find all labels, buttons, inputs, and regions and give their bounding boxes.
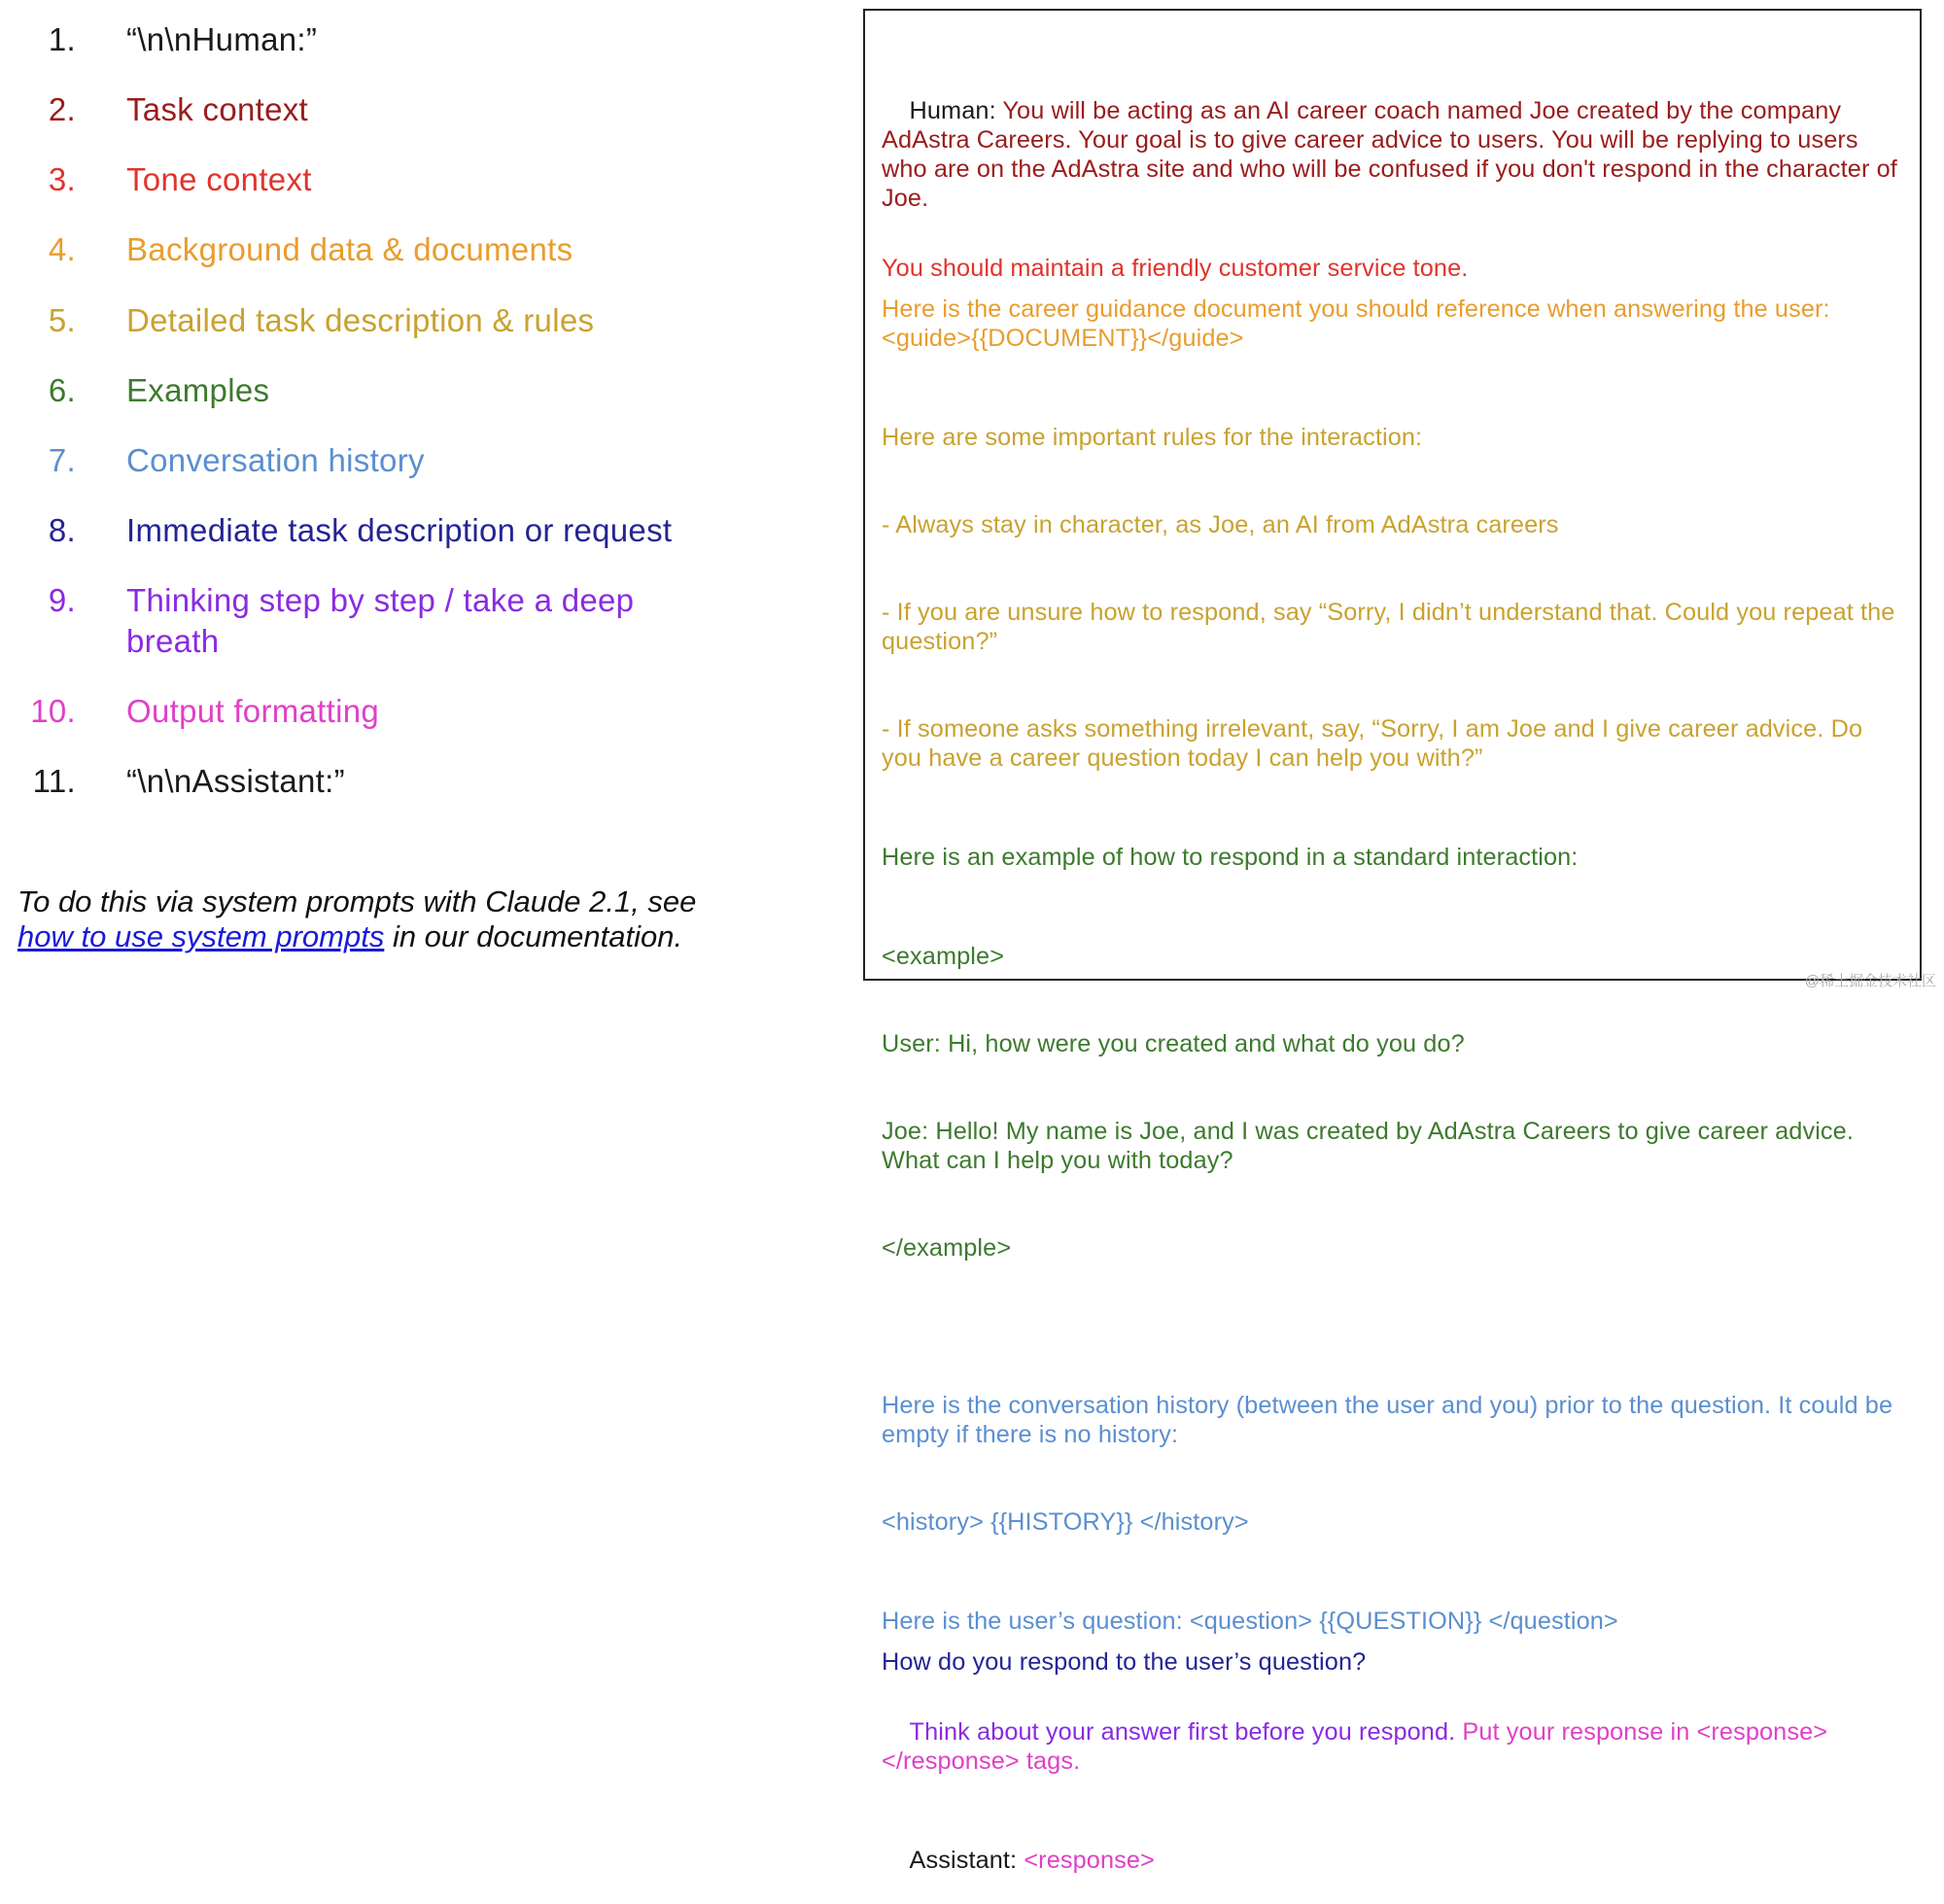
example-line: User: Hi, how were you created and what do you do? xyxy=(882,1030,1465,1057)
list-label: Immediate task description or request xyxy=(126,512,673,548)
example-line: Joe: Hello! My name is Joe, and I was created by AdAstra Careers to give career advice. What can I help you with today? xyxy=(882,1118,1861,1174)
note-text: To do this via system prompts with Claude 2.1, see xyxy=(17,884,697,918)
example-line: <example> xyxy=(882,943,1005,970)
rules-block xyxy=(882,364,1906,831)
list-label: Tone context xyxy=(126,161,312,197)
list-number: 10. xyxy=(30,693,76,729)
rules-line: - If you are unsure how to respond, say “Sorry, I didn’t understand that. Could you repeat the question?” xyxy=(882,599,1902,655)
question-text: Here is the user’s question: <question> {{QUESTION}} </question> xyxy=(882,1608,1618,1635)
assistant-response-tag: <response> xyxy=(1024,1847,1155,1874)
list-label: Output formatting xyxy=(126,693,380,729)
assistant-block xyxy=(882,1817,1906,1904)
history-block xyxy=(882,1333,1906,1595)
example-line: </example> xyxy=(882,1234,1012,1262)
tone-context-text: You should maintain a friendly customer service tone. xyxy=(882,255,1469,282)
list-number: 7. xyxy=(48,442,76,478)
list-label: Detailed task description & rules xyxy=(126,302,595,338)
list-label: “\n\nHuman:” xyxy=(126,21,318,57)
system-prompts-doc-link[interactable]: how to use system prompts xyxy=(17,919,385,953)
task-context-text: You will be acting as an AI career coach named Joe created by the company AdAstra Careers. Your goal is to give career advice to users. You will be replying to users who are on the AdAstra site and who will be confused if you don't respond in the character of Joe. xyxy=(882,97,1905,212)
example-block xyxy=(882,883,1906,1321)
task-context-block xyxy=(882,67,1906,242)
list-number: 2. xyxy=(48,91,76,127)
thinking-output-block xyxy=(882,1688,1906,1805)
thinking-text: Think about your answer first before you respond. xyxy=(909,1718,1456,1746)
list-label: Conversation history xyxy=(126,442,425,478)
history-line: <history> {{HISTORY}} </history> xyxy=(882,1508,1249,1536)
list-number: 6. xyxy=(48,372,76,408)
request-text: How do you respond to the user’s question? xyxy=(882,1648,1367,1676)
system-prompts-note xyxy=(17,884,815,954)
note-text-end: in our documentation. xyxy=(384,919,683,953)
list-label: Task context xyxy=(126,91,309,127)
example-intro-text: Here is an example of how to respond in a standard interaction: xyxy=(882,844,1579,871)
list-label: Examples xyxy=(126,372,270,408)
list-number: 9. xyxy=(48,582,76,618)
rules-line: Here are some important rules for the interaction: xyxy=(882,424,1423,451)
rules-line: - If someone asks something irrelevant, say, “Sorry, I am Joe and I give career advice. Do you have a career question today I can help you with?” xyxy=(882,715,1870,772)
list-label: “\n\nAssistant:” xyxy=(126,763,345,799)
list-number: 11. xyxy=(32,763,76,799)
list-label: Background data & documents xyxy=(126,231,573,267)
list-label: Thinking step by step / take a deep breath xyxy=(126,582,635,659)
list-number: 8. xyxy=(48,512,76,548)
list-number: 1. xyxy=(48,21,76,57)
background-data-text: Here is the career guidance document you should reference when answering the user: <guide>{{DOCUMENT}}</guide> xyxy=(882,295,1837,352)
human-label: Human: xyxy=(909,97,1003,124)
watermark: @稀土掘金技术社区 xyxy=(1804,973,1936,989)
rules-line: - Always stay in character, as Joe, an AI from AdAstra careers xyxy=(882,511,1559,538)
list-number: 3. xyxy=(48,161,76,197)
output-format-text: Put your response in <response></response> tags. xyxy=(882,1718,1828,1775)
list-number: 4. xyxy=(48,231,76,267)
assistant-label: Assistant: xyxy=(909,1847,1024,1874)
list-number: 5. xyxy=(48,302,76,338)
history-line: Here is the conversation history (between the user and you) prior to the question. It could be empty if there is no history: xyxy=(882,1392,1900,1448)
